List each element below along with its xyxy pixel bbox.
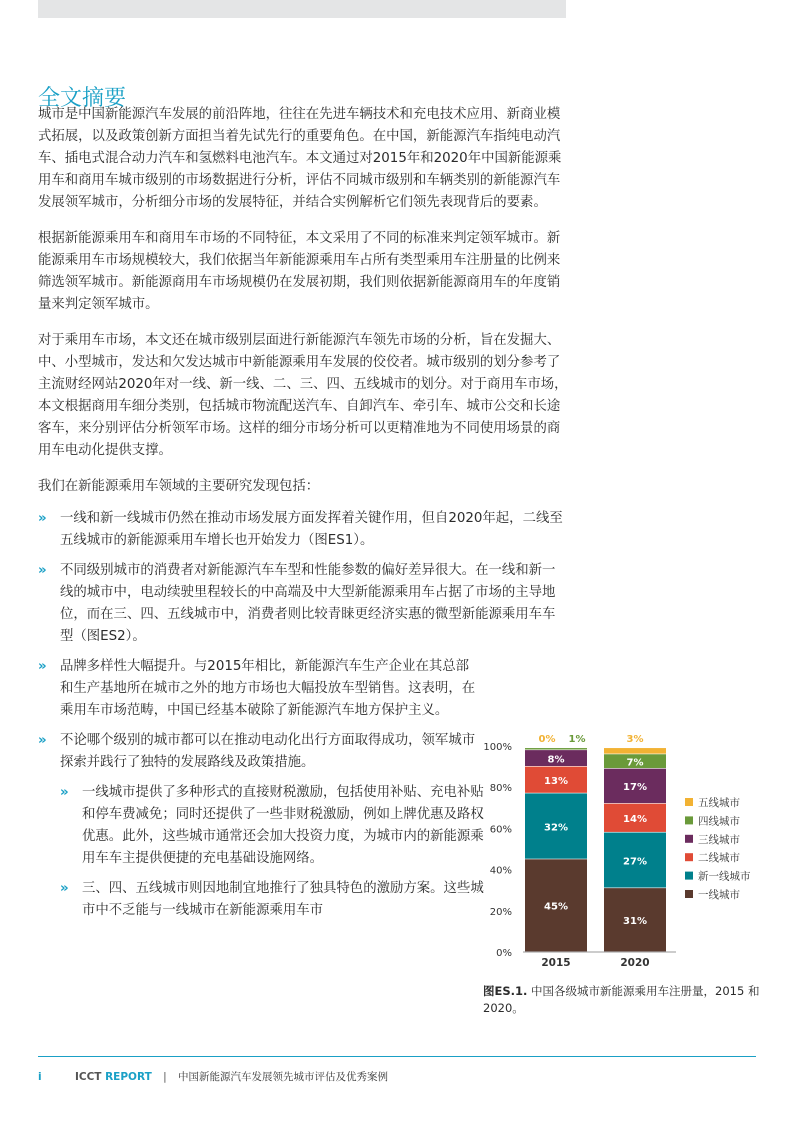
- finding-item: [38, 560, 568, 648]
- legend-label: 三线城市: [698, 833, 740, 846]
- finding-text: 不同级别城市的消费者对新能源汽车车型和性能参数的偏好差异很大。在一线和新一线的城市中，电动续驶里程较长的中高端及中大型新能源乘用车占据了市场的主导地位，而在三、四、五线城市中，消费者则比较青睐更经济实惠的微型新能源乘用车车型（图ES2）。: [60, 563, 556, 644]
- legend-swatch: [685, 872, 693, 880]
- finding-text: 一线和新一线城市仍然在推动市场发展方面发挥着关键作用，但自2020年起，二线至五线城市的新能源乘用车增长也开始发力（图ES1）。: [60, 511, 563, 548]
- paragraph: 根据新能源乘用车和商用车市场的不同特征，本文采用了不同的标准来判定领军城市。新能源乘用车市场规模较大，我们依据当年新能源乘用车占所有类型乘用车注册量的比例来筛选领军城市。新能源商用车市场规模仍在发展初期，我们则依据新能源商用车的年度销量来判定领军城市。: [38, 231, 561, 312]
- paragraph: 城市是中国新能源汽车发展的前沿阵地，往往在先进车辆技术和充电技术应用、新商业模式拓展，以及政策创新方面担当着先试先行的重要角色。在中国，新能源汽车指纯电动汽车、插电式混合动力汽车和氢燃料电池汽车。本文通过对2015年和2020年中国新能源乘用车和商用车城市级别的市场数据进行分析，评估不同城市级别和车辆类别的新能源汽车发展领军城市，分析细分市场的发展特征，并结合实例解析它们领先表现背后的要素。: [38, 107, 562, 210]
- y-tick-label: 40%: [489, 865, 512, 877]
- finding-item: [38, 730, 484, 922]
- brand-prefix: ICCT: [74, 1071, 102, 1083]
- sub-finding-text: 一线城市提供了多种形式的直接财税激励，包括使用补贴、充电补贴和停车费减免；同时还提供了一些非财税激励，例如上牌优惠及路权优惠。此外，这些城市通常还会加大投资力度，为城市内的新能源乘用车车主提供便捷的充电基础设施网络。: [82, 785, 484, 866]
- brand-suffix: REPORT: [105, 1071, 152, 1083]
- data-label: 17%: [623, 782, 647, 794]
- x-tick-label: 2020: [620, 957, 650, 969]
- x-tick-label: 2015: [541, 957, 571, 969]
- bar-segment: [604, 748, 666, 754]
- data-label: 13%: [544, 775, 568, 787]
- bullet-marker-icon: »: [38, 563, 47, 578]
- finding-item: [38, 656, 480, 722]
- legend-label: 一线城市: [698, 889, 740, 901]
- bar-segment: [525, 748, 587, 749]
- data-label: 3%: [626, 734, 644, 745]
- bullet-marker-icon: »: [60, 785, 69, 800]
- y-tick-label: 60%: [489, 824, 512, 836]
- bullet-marker-icon: »: [38, 659, 47, 674]
- header-bar: [38, 0, 566, 18]
- legend-swatch: [685, 835, 693, 843]
- data-label: 32%: [544, 822, 568, 834]
- data-label: 0%: [538, 734, 556, 745]
- data-label: 31%: [623, 916, 647, 928]
- bullet-marker-icon: »: [38, 733, 47, 748]
- data-label: 14%: [623, 814, 647, 826]
- paragraph: 对于乘用车市场，本文还在城市级别层面进行新能源汽车领先市场的分析，旨在发掘大、中、小型城市，发达和欠发达城市中新能源乘用车发展的佼佼者。城市级别的划分参考了主流财经网站2020年对一线、新一线、二、三、四、五线城市的划分。对于商用车市场，本文根据商用车细分类别，包括城市物流配送汽车、自卸汽车、牵引车、城市公交和长途客车，来分别评估分析领军市场。这样的细分市场分析可以更精准地为不同使用场景的商用车电动化提供支撑。: [38, 333, 568, 458]
- data-label: 27%: [623, 856, 647, 868]
- footer-divider: [38, 1056, 756, 1057]
- legend-swatch: [685, 798, 693, 806]
- sub-finding-item: [60, 878, 485, 922]
- figure-label: 图ES.1.: [483, 984, 528, 998]
- data-label: 8%: [547, 754, 565, 766]
- page-footer: [38, 1069, 388, 1084]
- legend-label: 四线城市: [698, 815, 740, 828]
- finding-text: 品牌多样性大幅提升。与2015年相比，新能源汽车生产企业在其总部和生产基地所在城市之外的地方市场也大幅投放车型销售。这表明，在乘用车市场范畴，中国已经基本破除了新能源汽车地方保护主义。: [60, 659, 476, 718]
- footer-separator: |: [163, 1071, 167, 1083]
- stacked-bar-chart: [478, 728, 778, 973]
- figure-caption-text: 中国各级城市新能源乘用车注册量，2015 和2020。: [483, 984, 760, 1015]
- data-label: 7%: [626, 757, 644, 769]
- findings-intro: 我们在新能源乘用车领域的主要研究发现包括：: [38, 479, 320, 494]
- legend-label: 五线城市: [698, 797, 740, 809]
- y-tick-label: 100%: [483, 742, 512, 753]
- report-title: 中国新能源汽车发展领先城市评估及优秀案例: [177, 1071, 388, 1083]
- finding-item: [38, 508, 568, 552]
- page-title: 全文摘要: [38, 85, 127, 111]
- legend-swatch: [685, 890, 693, 898]
- legend-swatch: [685, 853, 693, 861]
- y-tick-label: 80%: [489, 783, 512, 795]
- legend-label: 二线城市: [698, 852, 740, 865]
- y-tick-label: 0%: [496, 948, 512, 959]
- report-brand: [75, 1071, 152, 1083]
- legend-label: 新一线城市: [698, 870, 751, 883]
- bullet-marker-icon: »: [60, 881, 69, 896]
- data-label: 1%: [568, 734, 586, 745]
- data-label: 45%: [544, 901, 568, 913]
- figure-caption: [483, 983, 773, 1017]
- y-tick-label: 20%: [489, 906, 512, 918]
- legend-swatch: [685, 816, 693, 824]
- figure-es1-chart: [478, 728, 778, 973]
- finding-text: 不论哪个级别的城市都可以在推动电动化出行方面取得成功，领军城市探索并践行了独特的发展路线及政策措施。: [60, 733, 476, 770]
- sub-finding-item: [60, 782, 485, 870]
- page-number: i: [38, 1071, 42, 1083]
- sub-findings-list: [60, 782, 484, 922]
- bullet-marker-icon: »: [38, 511, 47, 526]
- sub-finding-text: 三、四、五线城市则因地制宜地推行了独具特色的激励方案。这些城市中不乏能与一线城市在新能源乘用车市: [82, 881, 484, 918]
